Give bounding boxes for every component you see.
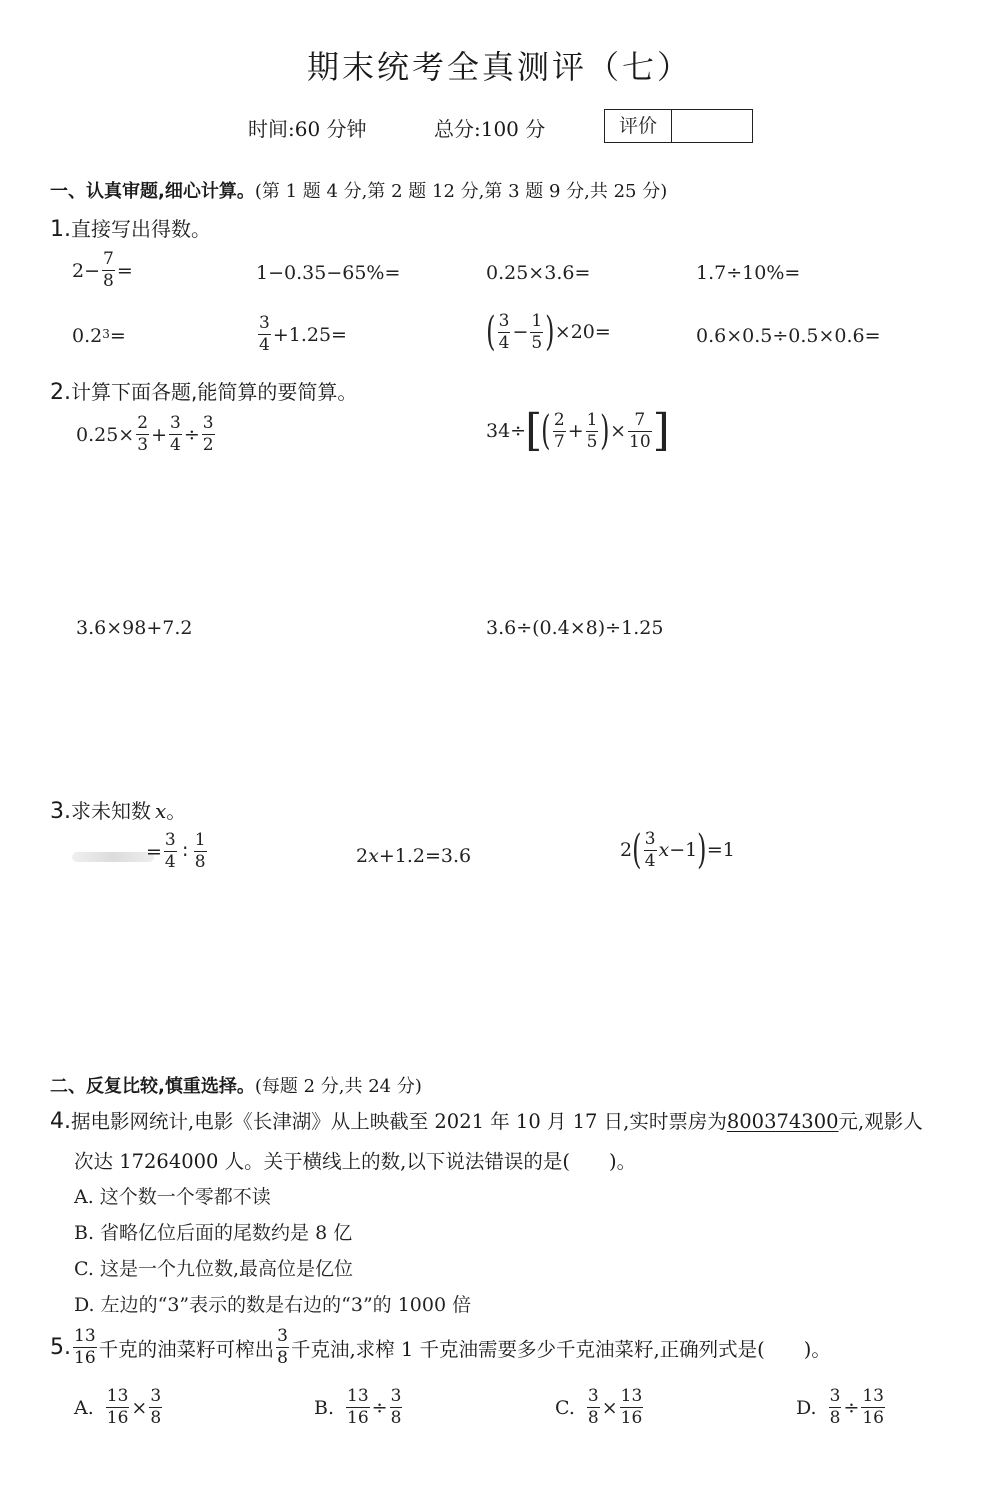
q1-item-b: 1−0.35−65%= (256, 262, 401, 284)
denominator: 2 (202, 435, 214, 455)
exponent: 3 (102, 327, 110, 341)
numerator: 3 (277, 1326, 288, 1346)
fraction (149, 1388, 162, 1427)
fraction (136, 415, 149, 454)
denominator: 4 (259, 335, 270, 355)
fraction (620, 1388, 644, 1427)
math-op: = (146, 840, 162, 863)
numerator: 3 (164, 830, 176, 850)
numerator: 1 (531, 310, 543, 331)
question-text: 千克的油菜籽可榨出 (98, 1337, 275, 1361)
q1-item-g (486, 309, 611, 355)
q4-option-d[interactable]: D. 左边的“3”表示的数是右边的“3”的 1000 倍 (74, 1294, 472, 1316)
math-text: 2 (620, 839, 633, 861)
denominator: 10 (629, 431, 651, 452)
q3-item-c (620, 827, 735, 873)
evaluation-box (604, 109, 753, 143)
question-text: 据电影网统计,电影《长津湖》从上映截至 2021 年 10 月 17 日,实时票房为 (71, 1110, 727, 1133)
numerator: 7 (103, 249, 114, 269)
q1-item-a (72, 251, 133, 290)
q4-option-b[interactable]: B. 省略亿位后面的尾数约是 8 亿 (74, 1222, 353, 1244)
denominator: 16 (106, 1408, 129, 1428)
math-op: − (512, 321, 529, 343)
question-number: 4. (50, 1109, 71, 1134)
question-text: 元,观影人 (838, 1110, 923, 1133)
exam-time: 时间:60 分钟 (248, 117, 367, 141)
question-text: 千克油,求榨 1 千克油需要多少千克油菜籽,正确列式是( )。 (290, 1337, 831, 1361)
math-op: − (84, 259, 101, 282)
math-text: +1.2=3.6 (378, 845, 472, 867)
variable-x: x (658, 839, 670, 861)
numerator: 3 (498, 310, 510, 331)
numerator: 2 (137, 413, 149, 433)
fraction (194, 832, 207, 871)
denominator: 8 (103, 271, 114, 291)
section-2-heading (50, 1072, 422, 1098)
section-2-points: (每题 2 分,共 24 分) (254, 1076, 422, 1097)
numerator: 3 (644, 828, 656, 849)
q5-option-d[interactable] (796, 1388, 887, 1427)
section-1-points: (第 1 题 4 分,第 2 题 12 分,第 3 题 9 分,共 25 分) (254, 181, 668, 202)
fraction (829, 1388, 842, 1427)
question-1 (50, 213, 211, 242)
fraction (258, 315, 271, 354)
question-end: 。 (166, 799, 187, 823)
math-op: + (151, 423, 167, 446)
question-4-line-1 (50, 1106, 923, 1134)
denominator: 4 (498, 332, 510, 353)
q1-item-c: 0.25×3.6= (486, 262, 591, 284)
numerator: 3 (390, 1386, 402, 1406)
math-op: × (610, 420, 626, 442)
math-op: + (567, 420, 584, 442)
denominator: 8 (587, 1408, 599, 1428)
section-2-title: 二、反复比较,慎重选择。 (50, 1076, 255, 1097)
numerator: 1 (194, 830, 206, 850)
fraction (553, 409, 566, 452)
denominator: 4 (164, 852, 176, 872)
numerator: 3 (169, 413, 181, 433)
fraction (202, 415, 215, 454)
question-4-line-2: 次达 17264000 人。关于横线上的数,以下说法错误的是( )。 (74, 1150, 637, 1173)
denominator: 7 (553, 431, 565, 452)
numerator: 3 (829, 1386, 841, 1406)
numerator: 3 (150, 1386, 162, 1406)
math-op: ÷ (371, 1396, 388, 1419)
right-paren: ) (545, 309, 555, 355)
exam-total-score: 总分:100 分 (434, 117, 546, 141)
denominator: 8 (390, 1408, 402, 1428)
numerator: 13 (74, 1326, 96, 1346)
numerator: 13 (347, 1386, 369, 1406)
numerator: 1 (586, 409, 598, 430)
question-text: 直接写出得数。 (71, 217, 211, 241)
question-number: 2. (50, 380, 71, 405)
blurred-expression (72, 852, 154, 862)
math-op: ÷ (843, 1396, 860, 1419)
denominator: 8 (277, 1348, 288, 1368)
q5-option-a[interactable] (74, 1388, 164, 1427)
denominator: 4 (169, 435, 181, 455)
numerator: 13 (106, 1386, 129, 1406)
question-2 (50, 376, 357, 405)
math-op: × (131, 1396, 148, 1419)
fraction (586, 409, 599, 452)
math-text: 2 (356, 845, 369, 867)
math-op: × (601, 1396, 618, 1419)
numerator: 7 (634, 409, 646, 430)
right-paren: ) (600, 408, 610, 454)
page-title: 期末统考全真测评（七） (306, 48, 692, 86)
question-number: 5. (50, 1335, 71, 1360)
left-paren: ( (541, 408, 551, 454)
math-op: ∶ (182, 840, 188, 863)
fraction (169, 415, 182, 454)
math-op: = (116, 259, 133, 282)
q3-item-a (146, 832, 209, 871)
math-text: −1 (669, 839, 698, 861)
numerator: 2 (553, 409, 565, 430)
q2-item-b (486, 405, 670, 456)
denominator: 5 (531, 332, 543, 353)
q4-option-a[interactable]: A. 这个数一个零都不读 (74, 1186, 271, 1208)
numerator: 13 (862, 1386, 884, 1406)
q5-option-c[interactable] (555, 1388, 645, 1427)
fraction (861, 1388, 885, 1427)
fraction (164, 832, 177, 871)
math-text: +1.25= (272, 323, 347, 346)
q2-item-d: 3.6÷(0.4×8)÷1.25 (486, 617, 664, 639)
fraction (73, 1328, 97, 1367)
math-op: = (109, 325, 126, 347)
left-paren: ( (486, 309, 496, 355)
question-number: 1. (50, 217, 71, 242)
math-text: 34÷ (486, 420, 527, 442)
denominator: 16 (74, 1348, 96, 1368)
math-op: ÷ (183, 423, 200, 446)
q5-option-b[interactable] (314, 1388, 404, 1427)
math-text: 2 (72, 259, 85, 282)
q1-item-e (72, 325, 126, 347)
denominator: 16 (862, 1408, 884, 1428)
section-1-title: 一、认真审题,细心计算。 (50, 181, 255, 202)
denominator: 4 (644, 850, 656, 871)
question-number: 3. (50, 799, 71, 824)
denominator: 16 (620, 1408, 643, 1428)
fraction (498, 310, 511, 353)
question-5 (50, 1328, 831, 1367)
q1-item-f (256, 315, 347, 354)
option-label: D. (796, 1396, 817, 1419)
math-text: =1 (706, 839, 735, 861)
right-paren: ) (697, 827, 707, 873)
left-paren: ( (632, 827, 642, 873)
numerator: 3 (587, 1386, 599, 1406)
denominator: 8 (194, 852, 206, 872)
option-label: C. (555, 1396, 575, 1419)
underlined-number: 800374300 (726, 1110, 839, 1133)
variable-x: x (155, 799, 167, 823)
math-text: 0.25× (76, 423, 135, 446)
q1-item-d: 1.7÷10%= (696, 262, 801, 284)
right-bracket: ] (652, 405, 670, 456)
option-label: B. (314, 1396, 335, 1419)
q2-item-a (76, 415, 217, 454)
fraction (346, 1388, 370, 1427)
question-3 (50, 795, 186, 824)
fraction (106, 1388, 130, 1427)
question-text: 求未知数 (71, 799, 151, 823)
denominator: 16 (347, 1408, 369, 1428)
fraction (587, 1388, 600, 1427)
evaluation-label: 评价 (605, 110, 672, 142)
fraction (530, 310, 543, 353)
q1-item-h: 0.6×0.5÷0.5×0.6= (696, 325, 881, 347)
fraction (644, 828, 657, 871)
question-text: 计算下面各题,能简算的要简算。 (71, 380, 358, 404)
fraction (390, 1388, 403, 1427)
denominator: 8 (150, 1408, 162, 1428)
variable-x: x (368, 845, 379, 867)
denominator: 8 (829, 1408, 841, 1428)
left-bracket: [ (525, 405, 543, 456)
q2-item-c: 3.6×98+7.2 (76, 617, 193, 639)
math-text: ×20= (554, 321, 611, 343)
numerator: 3 (259, 313, 270, 333)
option-label: A. (74, 1396, 94, 1419)
fraction (628, 409, 652, 452)
numerator: 3 (202, 413, 214, 433)
math-text: 0.2 (72, 325, 103, 347)
q3-item-b (356, 845, 471, 867)
q4-option-c[interactable]: C. 这是一个九位数,最高位是亿位 (74, 1258, 353, 1280)
fraction (102, 251, 115, 290)
fraction (276, 1328, 289, 1367)
section-1-heading (50, 177, 667, 203)
numerator: 13 (620, 1386, 643, 1406)
denominator: 5 (586, 431, 598, 452)
denominator: 3 (137, 435, 149, 455)
